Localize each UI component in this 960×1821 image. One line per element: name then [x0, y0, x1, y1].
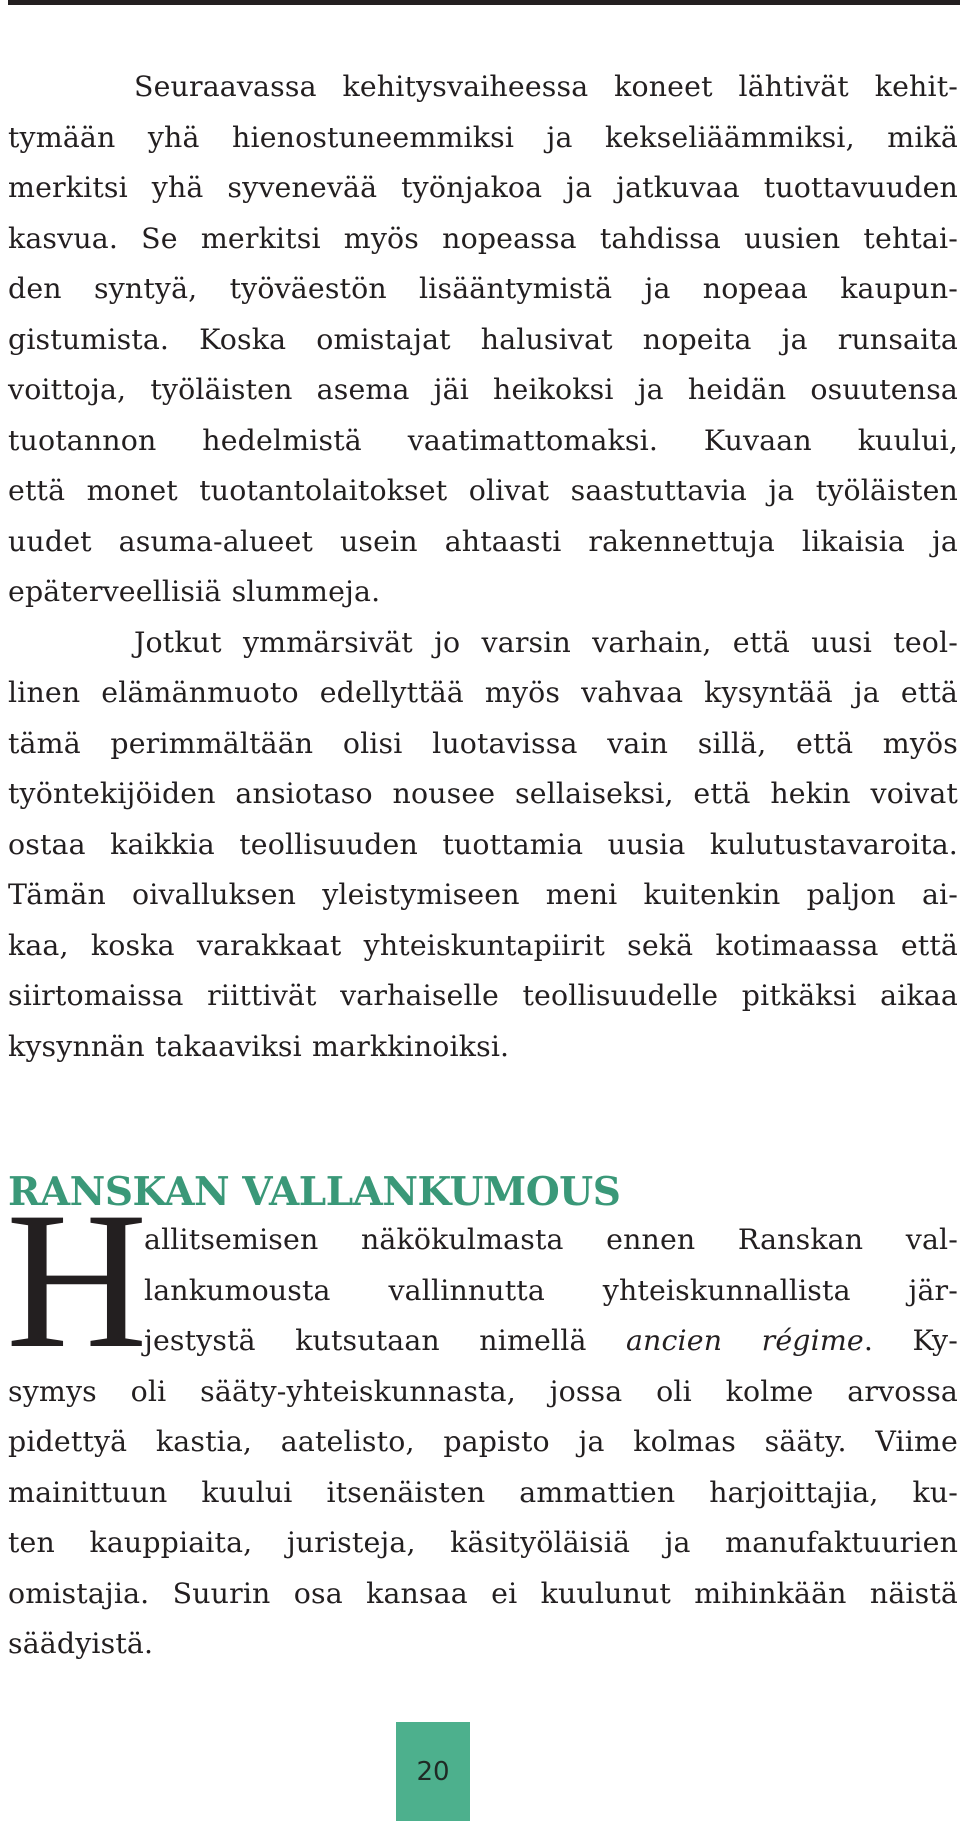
text-line: kasvua. Se merkitsi myös nopeassa tahdissa uusien tehtai- — [8, 221, 958, 255]
top-rule — [8, 0, 960, 5]
text-line: mainittuun kuului itsenäisten ammattien harjoittajia, ku- — [8, 1475, 958, 1509]
text-line: tuotannon hedelmistä vaatimattomaksi. Kuvaan kuului, — [8, 423, 958, 457]
text-line: säädyistä. — [8, 1627, 154, 1660]
text-line: työntekijöiden ansiotaso nousee sellaiseksi, että hekin voivat — [8, 777, 958, 810]
text-line — [8, 1316, 958, 1367]
text-line: Seuraavassa kehitysvaiheessa koneet lähtivät kehit- — [134, 70, 958, 103]
text-line: kysynnän takaaviksi markkinoiksi. — [8, 1029, 510, 1063]
body-text — [8, 62, 958, 1072]
page-number: 20 — [416, 1756, 450, 1787]
text-line: Tämän oivalluksen yleistymiseen meni kuitenkin paljon ai- — [8, 878, 958, 911]
text-line: pidettyä kastia, aatelisto, papisto ja kolmas sääty. Viime — [8, 1425, 958, 1458]
text-line: Jotkut ymmärsivät jo varsin varhain, että uusi teol- — [134, 625, 958, 659]
text-line: voittoja, työläisten asema jäi heikoksi ja heidän osuutensa — [8, 373, 958, 406]
text-line: symys oli sääty-yhteiskunnasta, jossa oli kolme arvossa — [8, 1374, 958, 1408]
text-line: että monet tuotantolaitokset olivat saastuttavia ja työläisten — [8, 474, 958, 507]
text-line: den syntyä, työväestön lisääntymistä ja nopeaa kaupun- — [8, 272, 958, 305]
section-body — [8, 1215, 958, 1670]
paragraph — [8, 618, 958, 1073]
text-line: uudet asuma-alueet usein ahtaasti rakennettuja likaisia ja — [8, 524, 958, 558]
text-segment: jestystä kutsutaan nimellä — [144, 1324, 626, 1357]
text-line: gistumista. Koska omistajat halusivat nopeita ja runsaita — [8, 322, 958, 356]
italic-term: ancien régime — [625, 1324, 864, 1357]
paragraph — [8, 62, 958, 618]
text-line: ostaa kaikkia teollisuuden tuottamia uusia kulutustavaroita. — [8, 827, 958, 861]
text-line: epäterveellisiä slummeja. — [8, 575, 381, 608]
section-heading: RANSKAN VALLANKUMOUS — [8, 1169, 621, 1215]
text-line: ten kauppiaita, juristeja, käsityöläisiä ja manufaktuurien — [8, 1526, 958, 1559]
text-line: allitsemisen näkökulmasta ennen Ranskan val- — [144, 1223, 958, 1256]
text-line: linen elämänmuoto edellyttää myös vahvaa kysyntää ja että — [8, 676, 958, 709]
text-line: merkitsi yhä syvenevää työnjakoa ja jatkuvaa tuottavuuden — [8, 171, 958, 204]
text-segment: . Ky- — [863, 1324, 958, 1357]
text-line: tämä perimmältään olisi luotavissa vain sillä, että myös — [8, 726, 958, 760]
drop-cap: H — [6, 1172, 148, 1389]
text-line: lankumousta vallinnutta yhteiskunnallista jär- — [144, 1273, 958, 1307]
page-number-tab — [396, 1722, 470, 1821]
text-line: tymään yhä hienostuneemmiksi ja kekseliäämmiksi, mikä — [8, 120, 958, 154]
text-line: omistajia. Suurin osa kansaa ei kuulunut mihinkään näistä — [8, 1576, 958, 1610]
text-line: siirtomaissa riittivät varhaiselle teollisuudelle pitkäksi aikaa — [8, 979, 958, 1012]
text-line: kaa, koska varakkaat yhteiskuntapiirit sekä kotimaassa että — [8, 928, 958, 962]
